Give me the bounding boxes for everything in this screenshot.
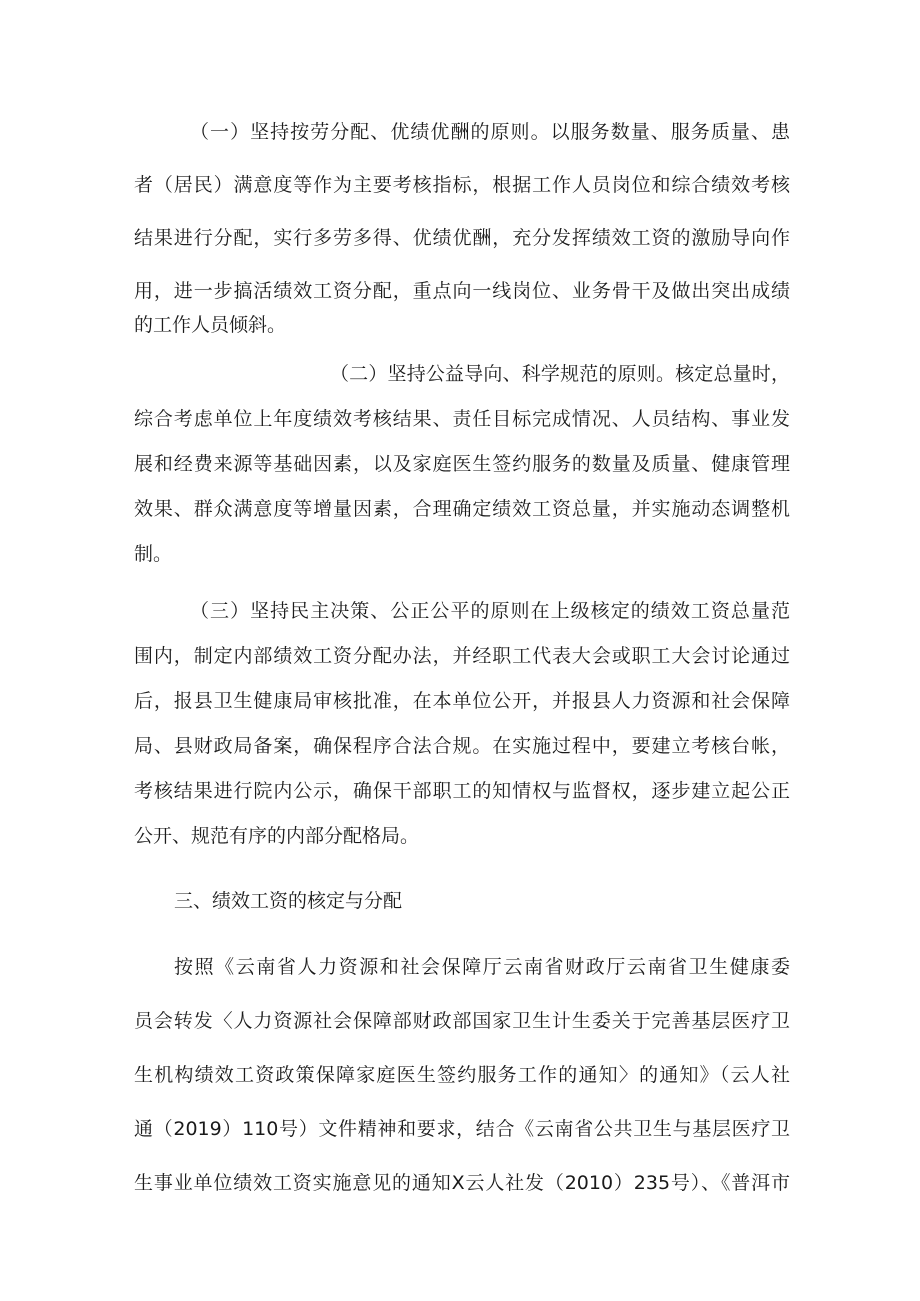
paragraph-4-line-5: 生事业单位绩效工资实施意见的通知X云人社发（2010）235号）、《普洱市 [134, 1172, 790, 1194]
paragraph-4-line-2: 员会转发〈人力资源社会保障部财政部国家卫生计生委关于完善基层医疗卫 [134, 1010, 790, 1032]
paragraph-3-line-1: （三）坚持民主决策、公正公平的原则在上级核定的绩效工资总量范 [190, 600, 790, 622]
paragraph-4-line-3: 生机构绩效工资政策保障家庭医生签约服务工作的通知〉的通知》（云人社 [134, 1064, 790, 1086]
paragraph-1-line-2: 者（居民）满意度等作为主要考核指标，根据工作人员岗位和综合绩效考核 [134, 174, 790, 196]
paragraph-1-line-4: 用，进一步搞活绩效工资分配，重点向一线岗位、业务骨干及做出突出成绩 [134, 280, 790, 302]
paragraph-3-line-2: 围内，制定内部绩效工资分配办法，并经职工代表大会或职工大会讨论通过 [134, 645, 790, 667]
paragraph-2-line-4: 效果、群众满意度等增量因素，合理确定绩效工资总量，并实施动态调整机 [134, 498, 790, 520]
paragraph-2-line-5: 制。 [134, 543, 173, 565]
paragraph-4-line-4: 通（2019）110号）文件精神和要求，结合《云南省公共卫生与基层医疗卫 [134, 1118, 790, 1140]
paragraph-2-line-1: （二）坚持公益导向、科学规范的原则。核定总量时， [330, 363, 790, 385]
paragraph-2-line-2: 综合考虑单位上年度绩效考核结果、责任目标完成情况、人员结构、事业发 [134, 408, 790, 430]
paragraph-1-line-1: （一）坚持按劳分配、优绩优酬的原则。以服务数量、服务质量、患 [190, 121, 790, 143]
paragraph-1-line-3: 结果进行分配，实行多劳多得、优绩优酬，充分发挥绩效工资的激励导向作 [134, 227, 790, 249]
paragraph-3-line-5: 考核结果进行院内公示，确保干部职工的知情权与监督权，逐步建立起公正 [134, 780, 790, 802]
paragraph-3-line-4: 局、县财政局备案，确保程序合法合规。在实施过程中，要建立考核台帐， [134, 735, 790, 757]
paragraph-2-line-3: 展和经费来源等基础因素，以及家庭医生签约服务的数量及质量、健康管理 [134, 453, 790, 475]
paragraph-4-line-1: 按照《云南省人力资源和社会保障厅云南省财政厅云南省卫生健康委 [174, 956, 790, 978]
paragraph-3-line-3: 后，报县卫生健康局审核批准，在本单位公开，并报县人力资源和社会保障 [134, 690, 790, 712]
section-heading-3: 三、绩效工资的核定与分配 [174, 890, 403, 912]
paragraph-1-line-5: 的工作人员倾斜。 [134, 314, 287, 336]
paragraph-3-line-6: 公开、规范有序的内部分配格局。 [134, 825, 420, 847]
